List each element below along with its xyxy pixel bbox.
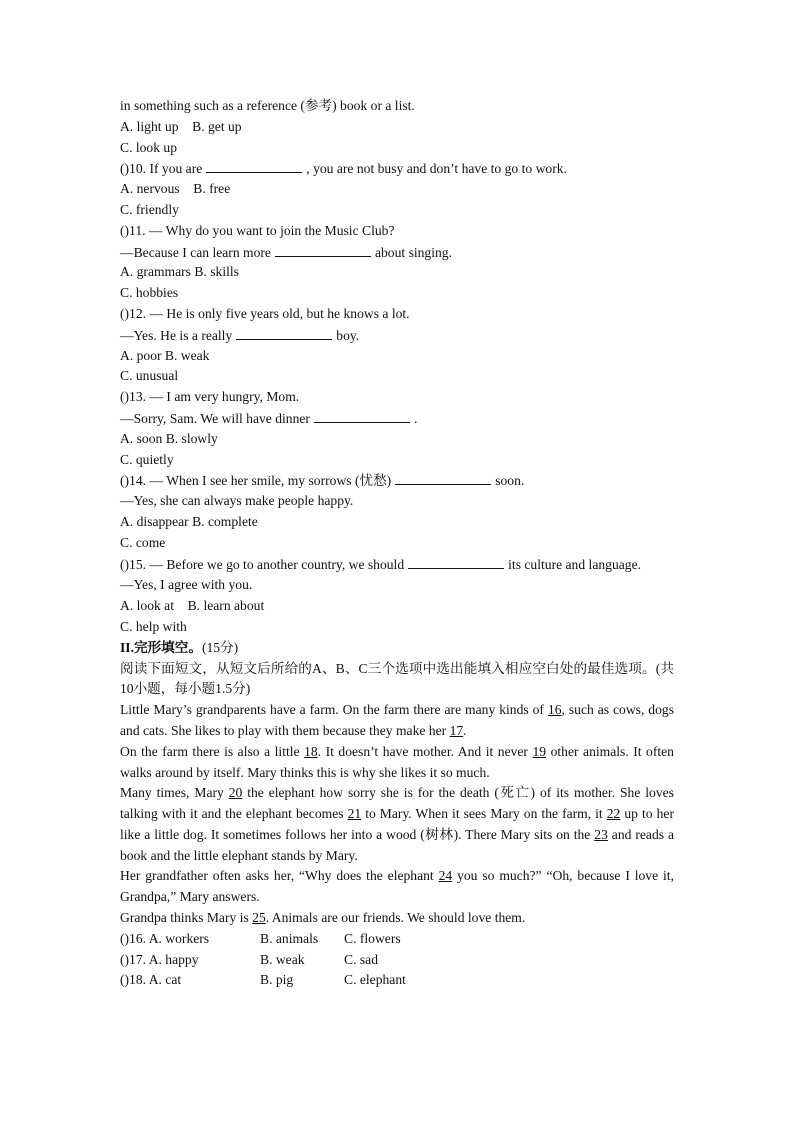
option-b: B. get up bbox=[192, 118, 242, 134]
passage-text: you so much?” “Oh, because I love it, Grandpa,” Mary answers. bbox=[120, 868, 674, 905]
answer-blank bbox=[236, 325, 332, 340]
option-a: ()18. A. cat bbox=[120, 972, 182, 988]
section-title: II.完形填空。 bbox=[120, 639, 202, 655]
section-points: (15分) bbox=[201, 639, 239, 655]
option-b: B. free bbox=[193, 181, 231, 197]
question-9-options-ab bbox=[120, 117, 674, 138]
passage-text: Grandpa thinks Mary is bbox=[120, 910, 253, 926]
blank-number: 20 bbox=[228, 785, 243, 801]
passage-text: Her grandfather often asks her, “Why does the elephant bbox=[120, 868, 439, 884]
passage-text: up to her like a little dog. It sometimes follows her into a wood (树林). There Mary sits on the bbox=[120, 806, 674, 842]
option-b: B. animals bbox=[260, 930, 319, 946]
question-text: ()10. If you are bbox=[120, 161, 203, 177]
passage-text: to Mary. When it sees Mary on the farm, it bbox=[361, 806, 607, 822]
question-13-options-ab: A. soon B. slowly bbox=[120, 430, 218, 446]
question-18 bbox=[120, 970, 674, 991]
question-15 bbox=[120, 554, 674, 576]
question-15-options-ab bbox=[120, 596, 674, 617]
question-13: ()13. — I am very hungry, Mom. bbox=[120, 389, 300, 405]
option-c: C. sad bbox=[344, 951, 378, 967]
passage-text: Many times, Mary bbox=[120, 785, 229, 801]
passage-paragraph-5 bbox=[120, 908, 674, 929]
passage-text: . bbox=[463, 722, 467, 738]
question-13-response bbox=[120, 408, 674, 429]
passage-text: other animals. It often walks around by itself. Mary thinks this is why she likes it so much. bbox=[120, 743, 674, 780]
blank-number: 23 bbox=[594, 826, 608, 842]
blank-number: 22 bbox=[606, 806, 621, 822]
question-14-response: —Yes, she can always make people happy. bbox=[120, 493, 354, 509]
question-text-tail: , you are not busy and don’t have to go to work. bbox=[306, 161, 567, 177]
question-11: ()11. — Why do you want to join the Music Club? bbox=[120, 222, 395, 238]
option-a: A. light up bbox=[120, 118, 179, 134]
blank-number: 17 bbox=[449, 722, 464, 738]
question-11-options-ab: A. grammars B. skills bbox=[120, 264, 239, 280]
response-text-tail: boy. bbox=[336, 327, 360, 343]
answer-blank bbox=[206, 158, 302, 173]
passage-text: , such as cows, dogs and cats. She likes to play with them because they make her bbox=[120, 702, 674, 738]
answer-blank bbox=[395, 470, 491, 485]
option-b: B. pig bbox=[260, 972, 294, 988]
blank-number: 16 bbox=[547, 702, 562, 718]
blank-number: 21 bbox=[347, 806, 362, 822]
passage-paragraph-4 bbox=[120, 866, 674, 908]
option-c: C. come bbox=[120, 534, 166, 550]
option-c: C. quietly bbox=[120, 451, 174, 467]
option-c: C. hobbies bbox=[120, 285, 179, 301]
passage-text: the elephant how sorry she is for the death (死亡) of its mother. She loves talking with it and the elephant becomes bbox=[120, 785, 674, 822]
question-text-tail: its culture and language. bbox=[508, 556, 642, 572]
option-c: C. unusual bbox=[120, 368, 179, 384]
response-text: —Yes. He is a really bbox=[120, 327, 233, 343]
blank-number: 25 bbox=[252, 910, 266, 926]
question-16 bbox=[120, 929, 674, 950]
question-10 bbox=[120, 158, 674, 179]
section-heading bbox=[120, 638, 674, 659]
question-12-response bbox=[120, 325, 674, 346]
option-c: C. look up bbox=[120, 139, 178, 155]
response-text: —Because I can learn more bbox=[120, 244, 271, 260]
question-12: ()12. — He is only five years old, but he knows a lot. bbox=[120, 305, 410, 321]
question-9-tail: in something such as a reference (参考) book or a list. bbox=[120, 98, 415, 113]
blank-number: 24 bbox=[438, 868, 453, 884]
question-text: ()14. — When I see her smile, my sorrows (忧愁) bbox=[120, 473, 392, 489]
passage-text: Little Mary’s grandparents have a farm. On the farm there are many kinds of bbox=[120, 702, 548, 718]
response-text-tail: about singing. bbox=[374, 244, 452, 260]
document-page bbox=[120, 96, 674, 991]
option-a: A. look at bbox=[120, 598, 174, 614]
section-instructions: 阅读下面短文，从短文后所给的A、B、C三个选项中选出能填入相应空白处的最佳选项。(共10小题，每小题1.5分) bbox=[120, 660, 674, 697]
question-14-options-ab: A. disappear B. complete bbox=[120, 513, 258, 529]
option-c: C. help with bbox=[120, 618, 187, 634]
option-c: C. flowers bbox=[344, 930, 401, 946]
option-a: A. nervous bbox=[120, 181, 180, 197]
option-b: B. weak bbox=[260, 951, 305, 967]
question-15-response: —Yes, I agree with you. bbox=[120, 577, 253, 593]
passage-text: . Animals are our friends. We should love them. bbox=[265, 910, 526, 926]
passage-paragraph-2 bbox=[120, 742, 674, 784]
blank-number: 18 bbox=[304, 743, 318, 759]
question-14 bbox=[120, 470, 674, 491]
question-12-options-ab: A. poor B. weak bbox=[120, 347, 210, 363]
response-text: —Sorry, Sam. We will have dinner bbox=[120, 410, 310, 426]
passage-text: . It doesn’t have mother. And it never bbox=[317, 743, 533, 759]
response-text-tail: . bbox=[413, 410, 418, 426]
passage-paragraph-1 bbox=[120, 700, 674, 742]
question-text-tail: soon. bbox=[495, 473, 525, 489]
option-a: ()16. A. workers bbox=[120, 930, 210, 946]
blank-number: 19 bbox=[532, 743, 547, 759]
answer-blank bbox=[314, 408, 410, 423]
question-text: ()15. — Before we go to another country, we should bbox=[120, 556, 405, 572]
option-b: B. learn about bbox=[187, 598, 265, 614]
passage-text: On the farm there is also a little bbox=[120, 743, 305, 759]
answer-blank bbox=[408, 554, 504, 569]
option-c: C. friendly bbox=[120, 201, 179, 217]
answer-blank bbox=[275, 242, 371, 257]
passage-paragraph-3 bbox=[120, 783, 674, 866]
question-10-options-ab bbox=[120, 179, 674, 200]
question-11-response bbox=[120, 242, 674, 263]
passage-text: and reads a book and the little elephant stands by Mary. bbox=[120, 826, 674, 863]
option-a: ()17. A. happy bbox=[120, 951, 199, 967]
option-c: C. elephant bbox=[344, 972, 406, 988]
question-17 bbox=[120, 950, 674, 971]
